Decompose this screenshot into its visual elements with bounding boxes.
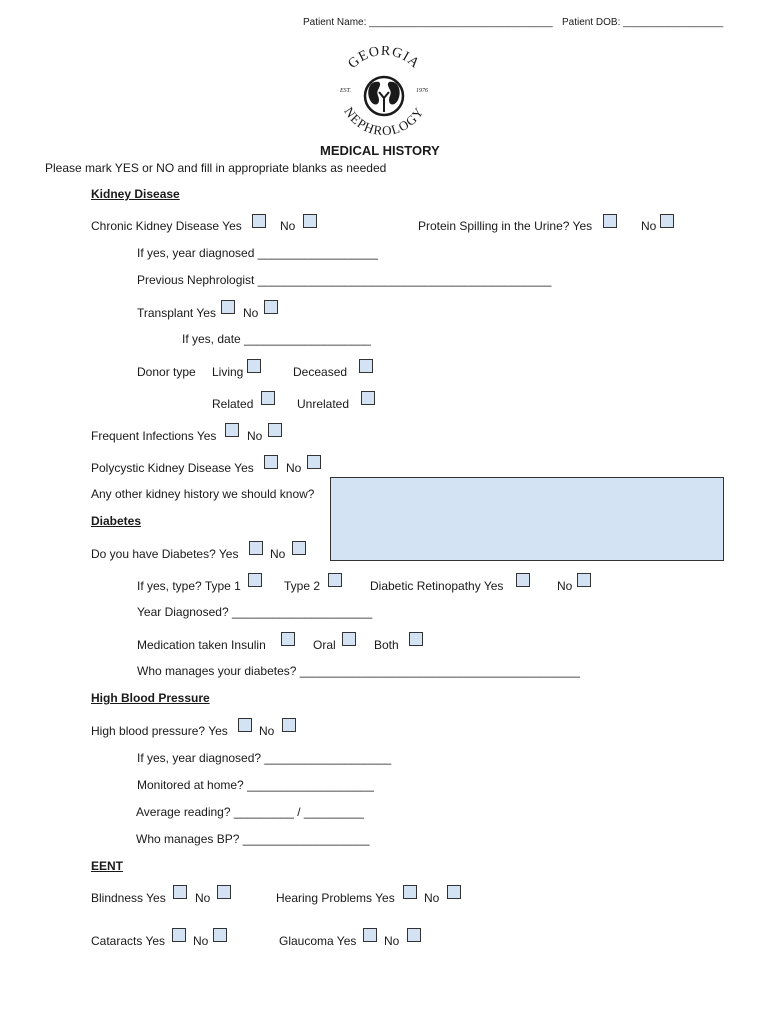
bp-average-field[interactable]: Average reading? _________ / _________ — [136, 805, 364, 819]
protein-no-label: No — [641, 219, 657, 233]
transplant-yes-checkbox[interactable] — [221, 300, 235, 314]
ckd-no-checkbox[interactable] — [303, 214, 317, 228]
transplant-no-label: No — [243, 306, 259, 320]
cataracts-no-checkbox[interactable] — [213, 928, 227, 942]
bp-no-label: No — [259, 724, 275, 738]
polycystic-label: Polycystic Kidney Disease Yes — [91, 461, 254, 475]
glaucoma-yes-checkbox[interactable] — [363, 928, 377, 942]
year-diagnosed-field[interactable]: If yes, year diagnosed __________________ — [137, 246, 378, 260]
retinopathy-yes-checkbox[interactable] — [516, 573, 530, 587]
infections-no-checkbox[interactable] — [268, 423, 282, 437]
ckd-no-label: No — [280, 219, 296, 233]
diabetes-type-label: If yes, type? Type 1 — [137, 579, 241, 593]
glaucoma-label: Glaucoma Yes — [279, 934, 357, 948]
living-checkbox[interactable] — [247, 359, 261, 373]
transplant-label: Transplant Yes — [137, 306, 216, 320]
page-title: MEDICAL HISTORY — [320, 143, 440, 158]
other-kidney-history-textarea[interactable] — [330, 477, 724, 561]
kidney-disease-heading: Kidney Disease — [91, 187, 180, 201]
retinopathy-label: Diabetic Retinopathy Yes — [370, 579, 504, 593]
bp-monitored-field[interactable]: Monitored at home? ___________________ — [137, 778, 374, 792]
polycystic-yes-checkbox[interactable] — [264, 455, 278, 469]
instructions-text: Please mark YES or NO and fill in appropriate blanks as needed — [45, 161, 387, 175]
retinopathy-no-label: No — [557, 579, 573, 593]
blindness-no-label: No — [195, 891, 211, 905]
previous-nephrologist-field[interactable]: Previous Nephrologist ____________________________________________ — [137, 273, 552, 287]
other-kidney-history-label: Any other kidney history we should know? — [91, 487, 315, 501]
protein-yes-checkbox[interactable] — [603, 214, 617, 228]
diabetes-no-checkbox[interactable] — [292, 541, 306, 555]
diabetes-year-field[interactable]: Year Diagnosed? _____________________ — [137, 605, 373, 619]
hearing-no-label: No — [424, 891, 440, 905]
blindness-no-checkbox[interactable] — [217, 885, 231, 899]
polycystic-no-label: No — [286, 461, 302, 475]
bp-manager-field[interactable]: Who manages BP? ___________________ — [136, 832, 370, 846]
oral-checkbox[interactable] — [342, 632, 356, 646]
diabetes-heading: Diabetes — [91, 514, 142, 528]
patient-name-field[interactable]: Patient Name: _________________________________ — [303, 17, 553, 28]
related-label: Related — [212, 397, 254, 411]
bp-heading: High Blood Pressure — [91, 691, 210, 705]
hearing-label: Hearing Problems Yes — [276, 891, 395, 905]
deceased-label: Deceased — [293, 365, 348, 379]
kidney-logo-icon — [333, 46, 435, 146]
ckd-yes-checkbox[interactable] — [252, 214, 266, 228]
bp-label: High blood pressure? Yes — [91, 724, 228, 738]
diabetes-no-label: No — [270, 547, 286, 561]
patient-dob-field[interactable]: Patient DOB: __________________ — [562, 17, 724, 28]
infections-no-label: No — [247, 429, 263, 443]
eent-heading: EENT — [91, 859, 124, 873]
transplant-no-checkbox[interactable] — [264, 300, 278, 314]
svg-text:NEPHROLOGY: NEPHROLOGY — [341, 104, 427, 139]
transplant-date-field[interactable]: If yes, date ___________________ — [182, 332, 371, 346]
infections-label: Frequent Infections Yes — [91, 429, 217, 443]
hearing-no-checkbox[interactable] — [447, 885, 461, 899]
type2-checkbox[interactable] — [328, 573, 342, 587]
cataracts-label: Cataracts Yes — [91, 934, 166, 948]
bp-no-checkbox[interactable] — [282, 718, 296, 732]
both-checkbox[interactable] — [409, 632, 423, 646]
protein-label: Protein Spilling in the Urine? Yes — [418, 219, 593, 233]
deceased-checkbox[interactable] — [359, 359, 373, 373]
insulin-checkbox[interactable] — [281, 632, 295, 646]
unrelated-label: Unrelated — [297, 397, 350, 411]
related-checkbox[interactable] — [261, 391, 275, 405]
diabetes-yes-checkbox[interactable] — [249, 541, 263, 555]
polycystic-no-checkbox[interactable] — [307, 455, 321, 469]
hearing-yes-checkbox[interactable] — [403, 885, 417, 899]
bp-yes-checkbox[interactable] — [238, 718, 252, 732]
type2-label: Type 2 — [284, 579, 321, 593]
unrelated-checkbox[interactable] — [361, 391, 375, 405]
diabetes-manager-field[interactable]: Who manages your diabetes? __________________________________________ — [137, 664, 581, 678]
cataracts-yes-checkbox[interactable] — [172, 928, 186, 942]
cataracts-no-label: No — [193, 934, 209, 948]
donor-type-label: Donor type — [137, 365, 196, 379]
blindness-label: Blindness Yes — [91, 891, 166, 905]
bp-year-field[interactable]: If yes, year diagnosed? ___________________ — [137, 751, 392, 765]
oral-label: Oral — [313, 638, 336, 652]
ckd-label: Chronic Kidney Disease Yes — [91, 219, 242, 233]
both-label: Both — [374, 638, 399, 652]
svg-text:GEORGIA: GEORGIA — [345, 46, 423, 72]
svg-text:EST.: EST. — [340, 88, 352, 94]
diabetes-label: Do you have Diabetes? Yes — [91, 547, 239, 561]
blindness-yes-checkbox[interactable] — [173, 885, 187, 899]
svg-text:1976: 1976 — [416, 88, 428, 94]
protein-no-checkbox[interactable] — [660, 214, 674, 228]
infections-yes-checkbox[interactable] — [225, 423, 239, 437]
georgia-nephrology-logo — [333, 46, 435, 146]
living-label: Living — [212, 365, 244, 379]
glaucoma-no-label: No — [384, 934, 400, 948]
medication-label: Medication taken Insulin — [137, 638, 266, 652]
glaucoma-no-checkbox[interactable] — [407, 928, 421, 942]
retinopathy-no-checkbox[interactable] — [577, 573, 591, 587]
type1-checkbox[interactable] — [248, 573, 262, 587]
